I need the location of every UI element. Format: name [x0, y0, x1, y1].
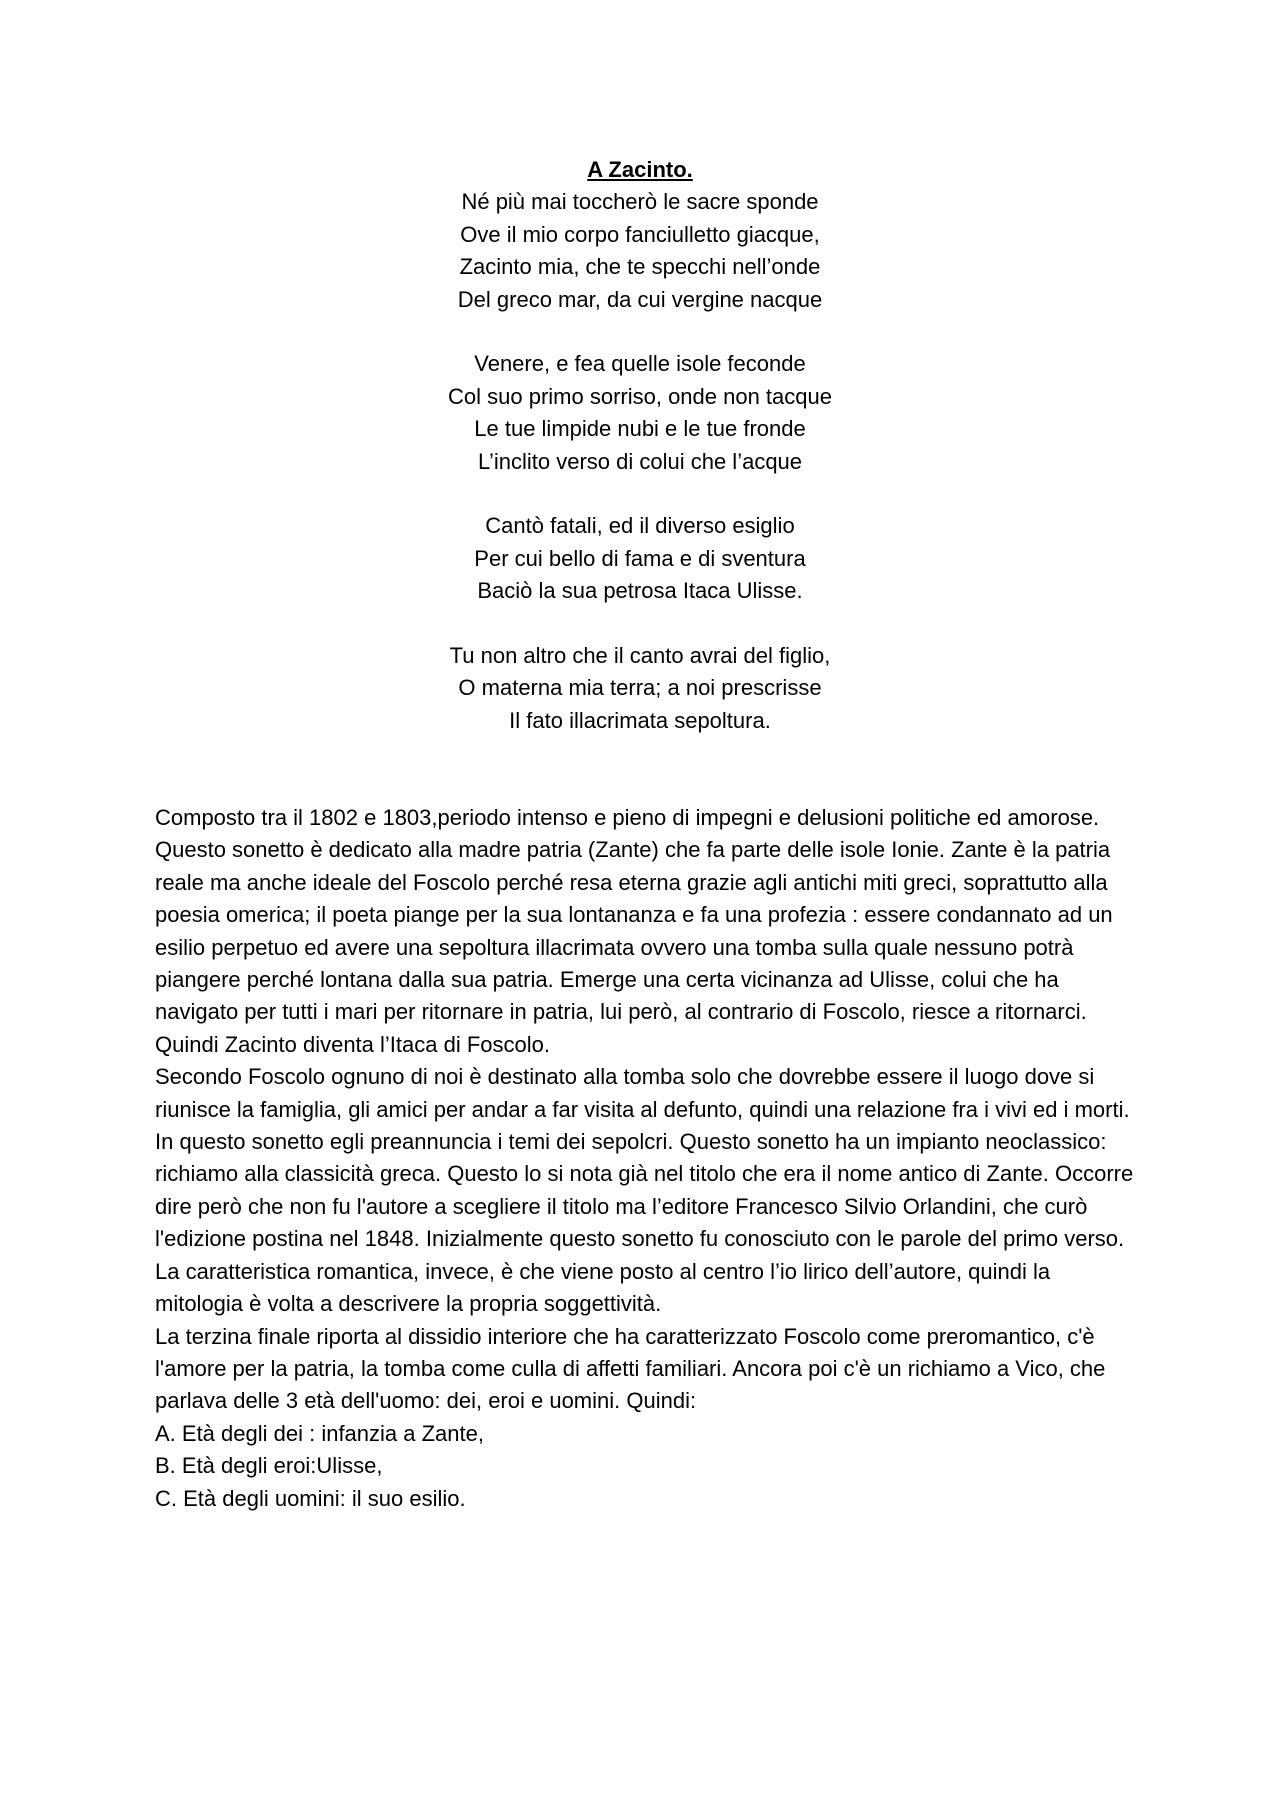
verse: Zacinto mia, che te specchi nell’onde [459, 254, 821, 280]
verse: Per cui bello di fama e di sventura [474, 545, 806, 571]
paragraph: La caratteristica romantica, invece, è che viene posto al centro l’io lirico dell’autore, quindi la mitologia è volta a descrivere la propria soggettività. [155, 1258, 1051, 1317]
verse: Tu non altro che il canto avrai del figlio, [449, 643, 831, 669]
list-item: C. Età degli uomini: il suo esilio. [155, 1485, 466, 1511]
verse: O materna mia terra; a noi prescrisse [458, 675, 822, 701]
stanza-4 [0, 640, 1280, 737]
verse: Ove il mio corpo fanciulletto giacque, [460, 221, 820, 247]
paragraph: Questo sonetto è dedicato alla madre patria (Zante) che fa parte delle isole Ionie. Zante è la patria reale ma anche ideale del Foscolo perché resa eterna grazie agli antichi miti greci, soprattutto alla poesia omerica; il poeta piange per la sua lontananza e fa una profezia : essere condannato ad un esilio perpetuo ed avere una sepoltura illacrimata ovvero una tomba sulla quale nessuno potrà piangere perché lontana dalla sua patria. Emerge una certa vicinanza ad Ulisse, colui che ha navigato per tutti i mari per ritornare in patria, lui però, al contrario di Foscolo, riesce a ritornarci. Quindi Zacinto diventa l’Itaca di Foscolo. [155, 837, 1113, 1057]
verse: Le tue limpide nubi e le tue fronde [474, 416, 806, 442]
verse: Il fato illacrimata sepoltura. [509, 707, 771, 733]
verse: Del greco mar, da cui vergine nacque [457, 286, 823, 312]
verse: Baciò la sua petrosa Itaca Ulisse. [477, 578, 803, 604]
verse: Cantò fatali, ed il diverso esiglio [485, 513, 795, 539]
poem-title: A Zacinto. [587, 157, 693, 182]
verse: Col suo primo sorriso, onde non tacque [448, 383, 832, 409]
list-item: A. Età degli dei : infanzia a Zante, [155, 1420, 484, 1446]
stanza-2 [0, 348, 1280, 478]
paragraph: Secondo Foscolo ognuno di noi è destinato alla tomba solo che dovrebbe essere il luogo dove si riunisce la famiglia, gli amici per andar a far visita al defunto, quindi una relazione fra i vivi ed i morti. [155, 1064, 1130, 1122]
verse: Né più mai toccherò le sacre sponde [461, 189, 819, 215]
paragraph: La terzina finale riporta al dissidio interiore che ha caratterizzato Foscolo come preromantico, c'è l'amore per la patria, la tomba come culla di affetti familiari. Ancora poi c'è un richiamo a Vico, che parlava delle 3 età dell'uomo: dei, eroi e uomini. Quindi: [155, 1323, 1106, 1414]
stanza-1 [0, 186, 1280, 316]
verse: L’inclito verso di colui che l’acque [477, 448, 803, 474]
poem [0, 154, 1280, 737]
paragraph: In questo sonetto egli preannuncia i temi dei sepolcri. Questo sonetto ha un impianto neoclassico: richiamo alla classicità greca. Questo lo si nota già nel titolo che era il nome antico di Zante. Occorre dire però che non fu l'autore a scegliere il titolo ma l’editore Francesco Silvio Orlandini, che curò l'edizione postina nel 1848. Inizialmente questo sonetto fu conosciuto con le parole del primo verso. [155, 1129, 1134, 1252]
commentary [155, 802, 1135, 1515]
stanza-3 [0, 510, 1280, 607]
list-item: B. Età degli eroi:Ulisse, [155, 1453, 383, 1479]
paragraph: Composto tra il 1802 e 1803,periodo intenso e pieno di impegni e delusioni politiche ed amorose. [155, 805, 1100, 830]
verse: Venere, e fea quelle isole feconde [474, 351, 806, 377]
